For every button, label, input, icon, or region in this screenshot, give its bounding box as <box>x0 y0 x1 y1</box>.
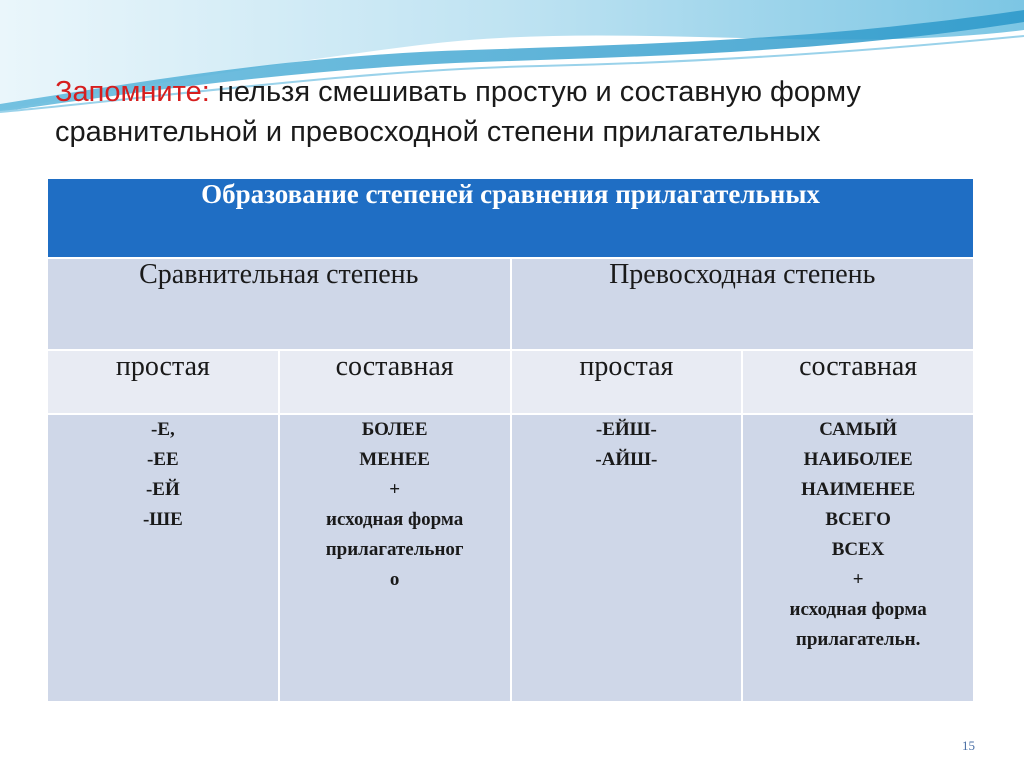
degrees-table <box>46 177 975 703</box>
word-vsekh: ВСЕХ <box>831 539 885 560</box>
page-number: 15 <box>962 738 975 753</box>
word-bolee: БОЛЕЕ <box>361 419 428 440</box>
form-row <box>47 350 974 414</box>
plus-sign: + <box>852 569 864 590</box>
suffix-ee: -ЕЕ <box>147 449 179 470</box>
base-form-text: исходная форма <box>789 599 927 620</box>
cell-superlative-compound <box>742 414 974 702</box>
cell-comparative-compound <box>279 414 511 702</box>
degree-row <box>47 258 974 350</box>
form-comparative-compound: составная <box>279 350 511 414</box>
suffix-ey: -ЕЙ <box>145 479 180 500</box>
word-samyy: САМЫЙ <box>819 419 898 440</box>
word-naimenee: НАИМЕНЕЕ <box>801 479 916 500</box>
slide-title <box>55 72 995 152</box>
suffix-she: -ШЕ <box>142 509 183 530</box>
suffix-eysh: -ЕЙШ- <box>595 419 657 440</box>
degree-comparative: Сравнительная степень <box>47 258 511 350</box>
plus-sign: + <box>389 479 401 500</box>
form-superlative-simple: простая <box>511 350 743 414</box>
table-header: Образование степеней сравнения прилагательных <box>47 178 974 258</box>
base-form-text: исходная форма <box>326 509 464 530</box>
adjective-text: прилагательног <box>325 539 464 560</box>
word-menee: МЕНЕЕ <box>359 449 430 470</box>
word-naibolee: НАИБОЛЕЕ <box>803 449 913 470</box>
word-vsego: ВСЕГО <box>825 509 891 530</box>
form-superlative-compound: составная <box>742 350 974 414</box>
form-comparative-simple: простая <box>47 350 279 414</box>
data-row <box>47 414 974 702</box>
cell-superlative-simple <box>511 414 743 702</box>
cell-comparative-simple <box>47 414 279 702</box>
adjective-short-text: прилагательн. <box>795 629 921 650</box>
title-text: нельзя смешивать простую и составную форму сравнительной и превосходной степени прилагательных <box>55 76 861 148</box>
title-lead: Запомните: <box>55 76 210 108</box>
degree-superlative: Превосходная степень <box>511 258 975 350</box>
suffix-aysh: -АЙШ- <box>595 449 658 470</box>
adjective-text-end: о <box>389 569 400 590</box>
table-header-row <box>47 178 974 258</box>
suffix-e: -Е, <box>151 419 175 440</box>
